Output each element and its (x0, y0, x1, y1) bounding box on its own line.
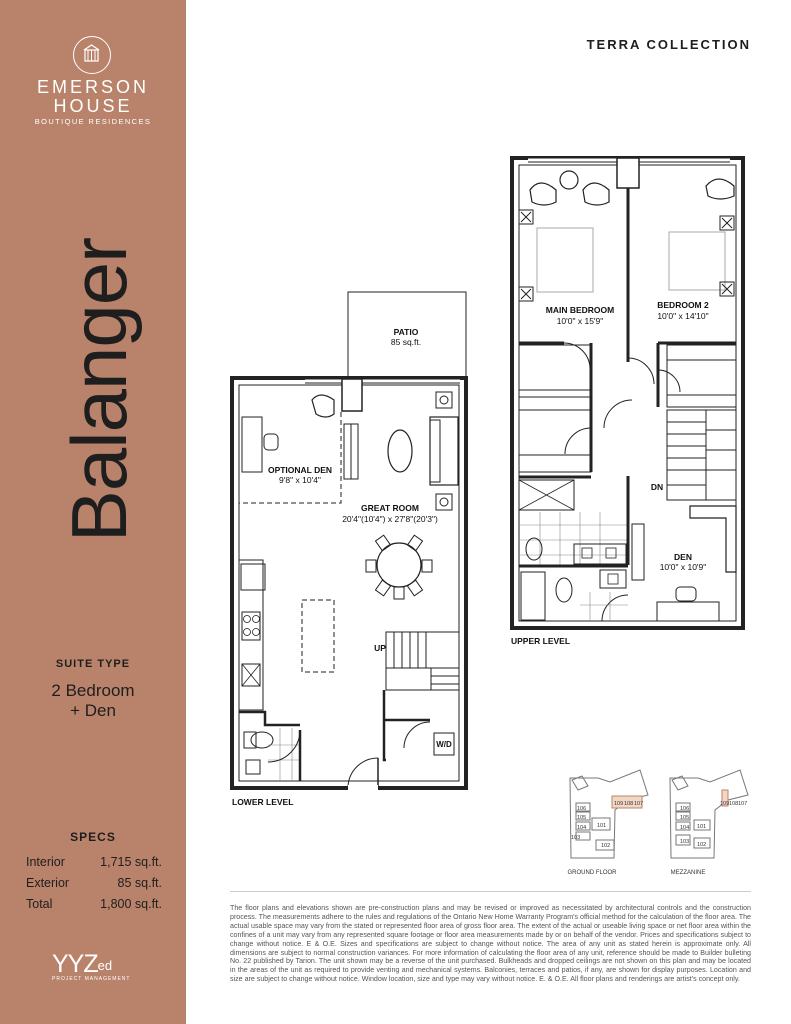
unit-number: 104 (680, 825, 690, 831)
spec-label: Exterior (26, 876, 70, 890)
bedroom2-label: BEDROOM 2 (657, 300, 709, 310)
lower-level-plan (232, 292, 466, 807)
optional-den-dims: 9'8" x 10'4" (279, 475, 321, 485)
unit-name-text: Balanger (55, 237, 143, 543)
sofa (430, 417, 458, 485)
toilet-icon (556, 578, 572, 602)
tile-floor (268, 728, 300, 781)
upper-level-plan (511, 158, 743, 646)
spec-label: Interior (26, 855, 65, 869)
spec-value: 85 sq.ft. (117, 876, 162, 890)
unit-number: 102 (601, 843, 611, 849)
spec-value: 1,715 sq.ft. (100, 855, 162, 869)
toilet-icon (251, 732, 273, 748)
unit-number: 107 (738, 801, 748, 807)
bathtub (521, 572, 545, 620)
upper-stairs (667, 410, 736, 500)
spec-value: 1,800 sq.ft. (100, 897, 162, 911)
den-desk (657, 602, 719, 621)
kitchen-island (302, 600, 334, 672)
powder-room-wall (239, 712, 300, 725)
bedroom2-bed (669, 232, 725, 290)
great-room-dims: 20'4"(10'4") x 27'8"(20'3") (342, 514, 438, 524)
mechanical-icon (436, 494, 452, 510)
specs-heading: SPECS (70, 830, 116, 844)
entry-door-swing (348, 758, 378, 788)
logo-name-line2: HOUSE (53, 96, 133, 116)
unit-number: 108 (729, 801, 739, 807)
main-bed (537, 228, 593, 292)
vanity-sink (246, 760, 260, 774)
column (617, 158, 639, 188)
unit-number: 101 (697, 824, 707, 830)
patio-label: PATIO (393, 327, 419, 337)
unit-number: 101 (597, 823, 607, 829)
keyplan-ground-floor (567, 770, 648, 876)
stairs-down-label: DN (650, 482, 664, 492)
unit-number: 106 (577, 806, 587, 812)
lower-stairs (386, 632, 459, 690)
suite-type-line1: 2 Bedroom (51, 681, 135, 700)
main-closet (519, 345, 591, 397)
den-chair-icon (676, 587, 696, 601)
toilet-icon (526, 538, 542, 560)
optional-den-outline (239, 412, 341, 503)
legal-disclaimer: The floor plans and elevations shown are pre-construction plans and may be revised or improved as necessitated by architectural controls and the construction process. The measurements adhere to the rules and regulations of the Ontario New Home Warranty Program's official method for the calculation of the floor area. The actual usable space may vary from the stated or represented floor area of gross floor area. The extent of the actual or useable living space or net floor area within the confines of a unit may vary from any represented square footage or floor area measurements made by or on behalf of the vendor. Prices and specifications subject to change without notice. E & O.E. Sizes and specifications are subject to change without notice. The area of any unit as stated herein is approximate only. All dimensions are subject to normal construction variances. For more information of calculating the floor area of any unit, reference should be made to Builder bulleting No. 22 published by Tarion. The unit shown may be a reverse of the unit purchased. Bulkheads and dropped ceilings are not shown on this plan and may be located in the areas of the unit as required to provide venting and mechanical systems. Balconies, terraces and patios, if any, are shown for display purposes. Location and size are subject to change without notice. Window location, size and type may vary without notice. E. & O.E. All floor plans and renderings are artist's concept only. (230, 904, 751, 984)
main-bedroom-label: MAIN BEDROOM (545, 305, 615, 315)
main-bedroom-dims: 10'0" x 15'9" (556, 316, 604, 326)
suite-type-heading: SUITE TYPE (55, 658, 131, 670)
den-label: DEN (674, 552, 692, 562)
unit-number: 107 (634, 801, 644, 807)
armchair-icon (706, 179, 734, 199)
mechanical-icon (436, 392, 452, 408)
collection-title: TERRA COLLECTION (586, 37, 751, 52)
column (342, 379, 362, 411)
patio-area: 85 sq.ft. (390, 337, 422, 347)
side-table (560, 171, 578, 189)
linen-closet (519, 410, 591, 472)
coffee-table (388, 430, 412, 472)
bedroom2-dims: 10'0" x 14'10" (657, 311, 709, 321)
armchair-icon (530, 183, 556, 205)
unit-number: 105 (680, 815, 690, 821)
upper-level-label: UPPER LEVEL (511, 636, 571, 646)
den-desk (242, 417, 262, 472)
spec-label: Total (26, 897, 53, 911)
lower-outer-wall (232, 378, 466, 788)
unit-number: 106 (680, 806, 690, 812)
brand-sub: PROJECT MANAGEMENT (52, 976, 131, 982)
armchair-icon (583, 183, 609, 205)
unit-number: 104 (577, 825, 587, 831)
bedroom2-closet (667, 345, 736, 407)
unit-number: 108 (624, 801, 634, 807)
dining-chairs (366, 535, 432, 599)
unit-number: 103 (571, 835, 581, 841)
washer-dryer-label: W/D (436, 740, 452, 749)
lower-inner-wall (239, 385, 459, 781)
unit-number: 109 (720, 801, 730, 807)
logo-name-line1: EMERSON (36, 77, 149, 97)
optional-den-label: OPTIONAL DEN (267, 465, 333, 475)
unit-number: 102 (697, 842, 707, 848)
brand-sup: ed (97, 958, 113, 973)
mezzanine-label: MEZZANINE (670, 870, 706, 876)
unit-number: 103 (680, 839, 690, 845)
fridge (241, 564, 265, 590)
stairs-up-label: UP (374, 643, 386, 653)
suite-type-line2: + Den (70, 701, 116, 720)
divider (230, 891, 751, 892)
brand-logo (52, 950, 130, 982)
unit-number: 105 (577, 815, 587, 821)
brand-main: YYZ (52, 950, 98, 978)
ground-floor-label: GROUND FLOOR (567, 870, 617, 876)
kitchen-counter (239, 560, 263, 710)
vanity-sink (600, 570, 626, 588)
keyplan-mezzanine (670, 770, 748, 876)
unit-number: 109 (614, 801, 624, 807)
den-dims: 10'0" x 10'9" (659, 562, 707, 572)
sliding-door (632, 524, 644, 580)
den-chair-icon (264, 434, 278, 450)
logo-tagline: BOUTIQUE RESIDENCES (34, 117, 152, 126)
lower-level-label: LOWER LEVEL (232, 797, 294, 807)
den-armchair-icon (312, 395, 334, 417)
great-room-label: GREAT ROOM (361, 503, 419, 513)
